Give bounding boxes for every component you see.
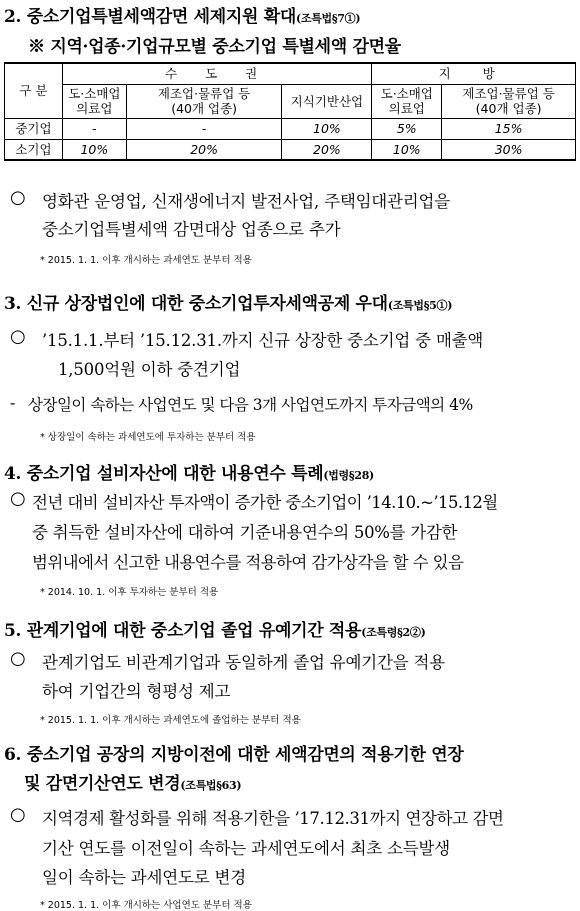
heading-text: 2. 중소기업특별세액감면 세제지원 확대 — [4, 7, 296, 27]
header-capital-area: 수 도 권 — [62, 63, 371, 84]
header-line: 제조업·물류업 등 — [157, 86, 251, 101]
paragraph-line: 일이 속하는 과세연도로 변경 — [42, 868, 247, 887]
paragraph-line: 중소기업특별세액 감면대상 업종으로 추가 — [42, 220, 341, 239]
section-4-heading — [4, 459, 374, 484]
table-row — [5, 139, 576, 160]
header-line: (40개 업종) — [171, 101, 238, 116]
table-cell: 10% — [372, 139, 442, 160]
reduction-rate-table — [4, 62, 576, 161]
paragraph-line: 범위내에서 신고한 내용연수를 적용하여 감가상각을 할 수 있음 — [32, 553, 464, 572]
table-cell: 10% — [62, 139, 126, 160]
heading-text: 5. 관계기업에 대한 중소기업 졸업 유예기간 적용 — [4, 621, 362, 641]
table-cell: - — [62, 118, 126, 139]
table-cell: 5% — [372, 118, 442, 139]
table-cell: 15% — [442, 118, 576, 139]
header-retail-medical — [62, 84, 126, 118]
paragraph-line: ’15.1.1.부터 ’15.12.31.까지 신규 상장한 중소기업 중 매출액 — [42, 331, 484, 350]
bullet-circle-icon: ○ — [10, 326, 26, 347]
table-header-row — [5, 63, 576, 84]
heading-text: 및 감면기산연도 변경 — [24, 774, 181, 794]
dash-marker: - — [10, 393, 16, 412]
bullet-circle-icon: ○ — [10, 488, 26, 509]
table-cell: 10% — [282, 118, 372, 139]
table-subheader-row — [5, 84, 576, 118]
header-line: 의료업 — [76, 101, 113, 116]
section-2-heading — [4, 2, 360, 27]
heading-text: 3. 신규 상장법인에 대한 중소기업투자세액공제 우대 — [4, 294, 388, 314]
law-reference: (법령§28) — [323, 469, 374, 482]
header-retail-medical-local — [372, 84, 442, 118]
header-knowledge-industry: 지식기반산업 — [282, 84, 372, 118]
header-line: (40개 업종) — [475, 101, 542, 116]
table-cell: 20% — [282, 139, 372, 160]
bullet-circle-icon: ○ — [10, 187, 26, 208]
section-6-heading — [4, 740, 464, 765]
table-title: ※ 지역·업종·기업규모별 중소기업 특별세액 감면율 — [28, 37, 401, 57]
header-line: 의료업 — [388, 101, 425, 116]
paragraph-line: 기산 연도를 이전일이 속하는 과세연도에서 최초 소득발생 — [42, 839, 451, 858]
table-corner: 구 분 — [5, 63, 63, 118]
header-manufacturing-local — [442, 84, 576, 118]
table-cell: 30% — [442, 139, 576, 160]
section-6-heading-cont — [24, 769, 241, 794]
bullet-circle-icon: ○ — [10, 804, 26, 825]
header-manufacturing — [126, 84, 282, 118]
section-3-heading — [4, 289, 452, 314]
header-line: 제조업·물류업 등 — [462, 86, 555, 101]
law-reference: (조특령§2②) — [361, 626, 426, 639]
footnote: * 2015. 1. 1. 이후 개시하는 과세연도 분부터 적용 — [40, 255, 252, 266]
footnote: * 2015. 1. 1. 이후 개시하는 사업연도 분부터 적용 — [40, 900, 252, 911]
paragraph-line: 중 취득한 설비자산에 대하여 기준내용연수의 50%를 가감한 — [32, 523, 458, 542]
paragraph-line: 상장일이 속하는 사업연도 및 다음 3개 사업연도까지 투자금액의 4% — [28, 396, 473, 414]
paragraph-line: 지역경제 활성화를 위해 적용기한을 ’17.12.31까지 연장하고 감면 — [42, 809, 504, 828]
header-line: 도·소매업 — [380, 86, 433, 101]
heading-text: 4. 중소기업 설비자산에 대한 내용연수 특례 — [4, 464, 324, 484]
law-reference: (조특법§5①) — [387, 299, 453, 312]
bullet-circle-icon: ○ — [10, 648, 26, 669]
footnote: * 2014. 10. 1. 이후 투자하는 분부터 적용 — [40, 587, 219, 598]
law-reference: (조특법§63) — [180, 779, 242, 792]
law-reference: (조특법§7①) — [295, 12, 361, 25]
table-cell: - — [126, 118, 282, 139]
section-5-heading — [4, 616, 425, 641]
header-line: 도·소매업 — [68, 86, 121, 101]
row-label: 중기업 — [5, 118, 63, 139]
table-row — [5, 118, 576, 139]
header-local-area: 지 방 — [372, 63, 576, 84]
paragraph-line: 하여 기업간의 형평성 제고 — [42, 682, 231, 701]
table-cell: 20% — [126, 139, 282, 160]
heading-text: 6. 중소기업 공장의 지방이전에 대한 세액감면의 적용기한 연장 — [4, 745, 464, 765]
paragraph-line: 영화관 운영업, 신재생에너지 발전사업, 주택임대관리업을 — [42, 192, 451, 211]
paragraph-line: 관계기업도 비관계기업과 동일하게 졸업 유예기간을 적용 — [42, 653, 445, 672]
paragraph-line: 전년 대비 설비자산 투자액이 증가한 중소기업이 ’14.10.~’15.12월 — [32, 493, 498, 512]
paragraph-line: 1,500억원 이하 중견기업 — [58, 360, 241, 379]
footnote: * 2015. 1. 1. 이후 개시하는 과세연도에 졸업하는 분부터 적용 — [40, 715, 301, 726]
row-label: 소기업 — [5, 139, 63, 160]
footnote: * 상장일이 속하는 과세연도에 투자하는 분부터 적용 — [40, 432, 256, 443]
